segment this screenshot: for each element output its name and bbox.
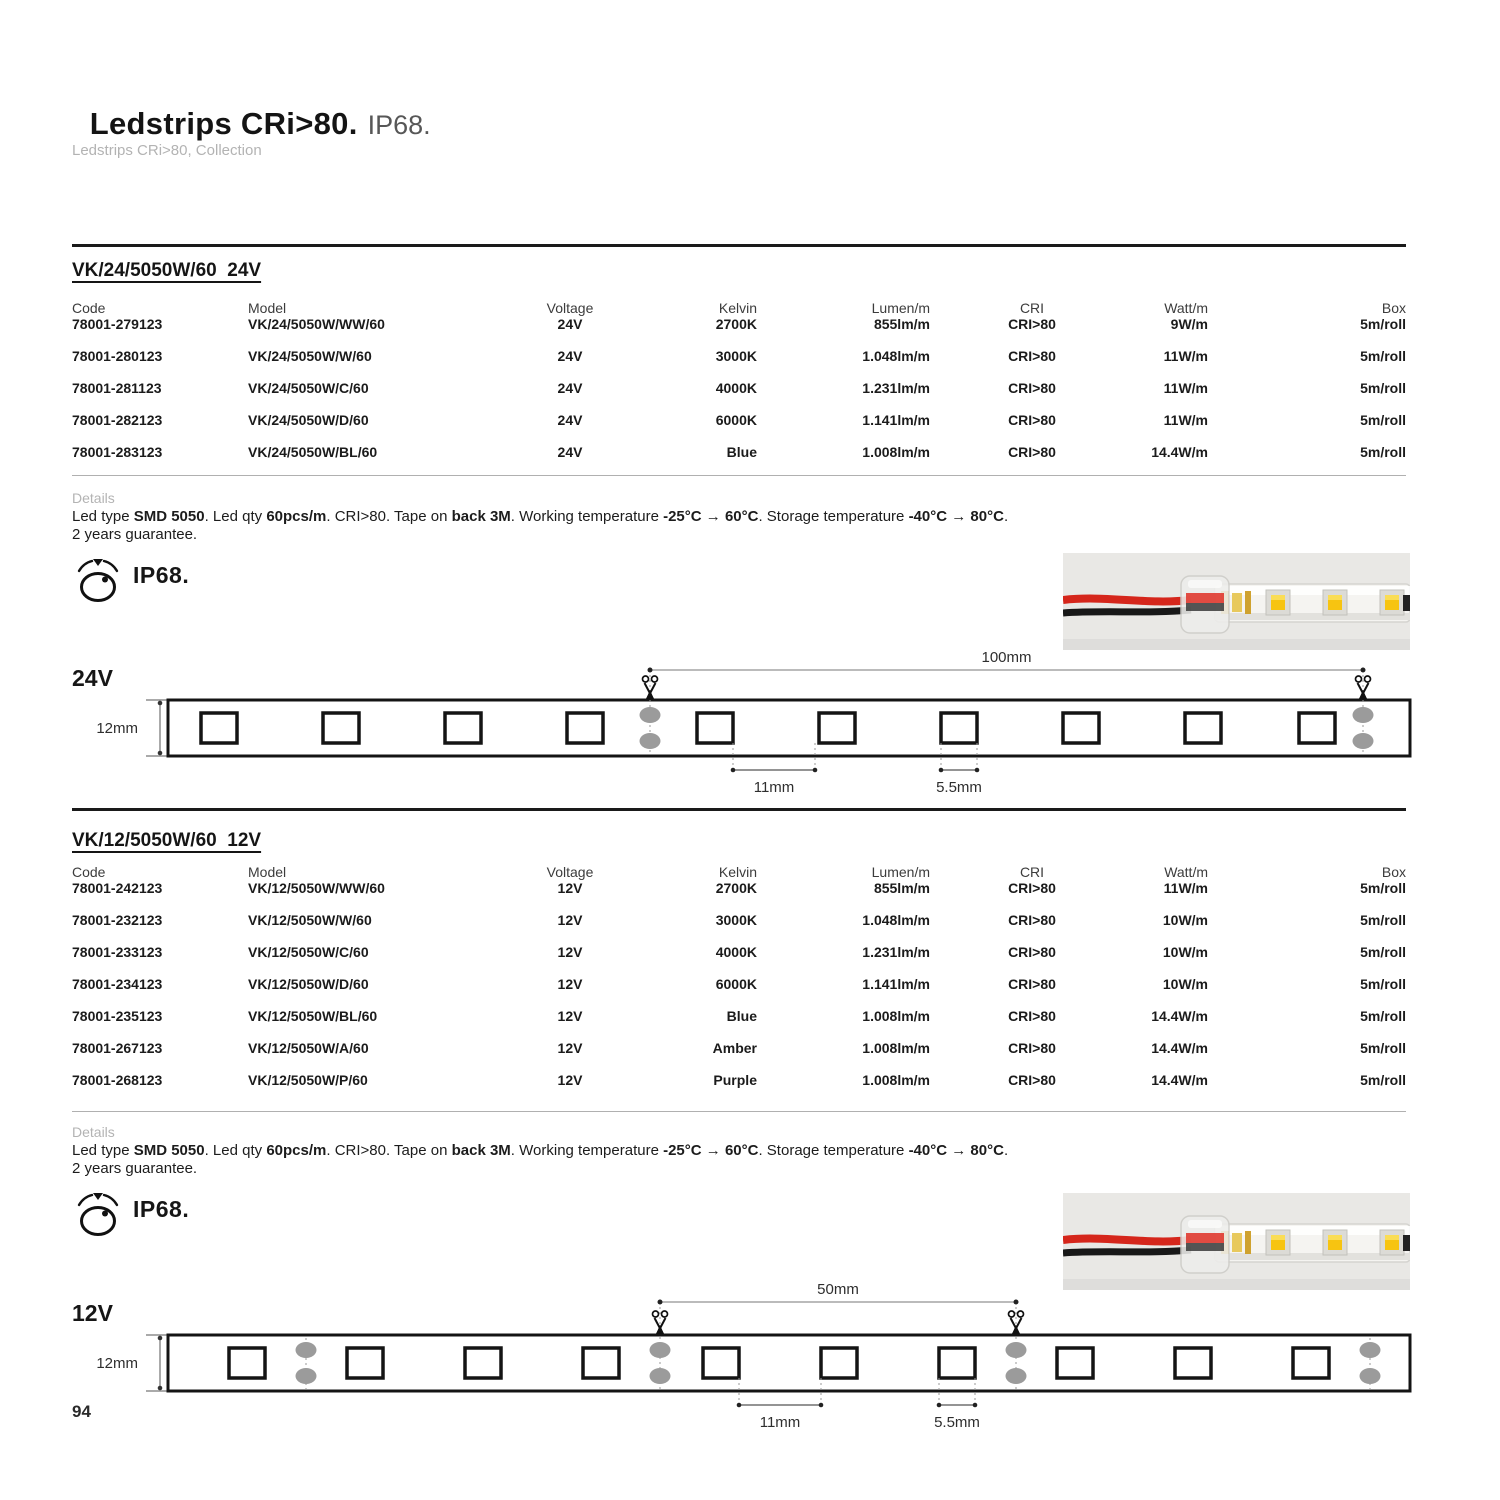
led-chip — [201, 713, 237, 743]
diagram-voltage-label: 24V — [72, 665, 113, 691]
table-cell: 12V — [557, 976, 583, 992]
led-chip — [1063, 713, 1099, 743]
table-cell: 6000K — [715, 976, 757, 992]
table-cell: 12V — [557, 912, 583, 928]
column-header: Model — [248, 864, 287, 880]
diagram-voltage-label: 12V — [72, 1300, 113, 1326]
details-label: Details — [72, 1124, 115, 1140]
product-table-12v — [72, 864, 1406, 1088]
table-cell: 78001-233123 — [72, 944, 163, 960]
ip68-waterproof-icon — [72, 1190, 124, 1238]
table-cell: 24V — [557, 380, 583, 396]
column-header: Kelvin — [718, 864, 757, 880]
solder-pad — [1006, 1368, 1027, 1384]
details-guarantee: 2 years guarantee. — [72, 1160, 198, 1177]
scissors-icon — [643, 676, 658, 699]
column-header: Lumen/m — [871, 864, 930, 880]
table-cell: CRI>80 — [1008, 444, 1056, 460]
table-cell: Blue — [726, 444, 757, 460]
table-cell: 855lm/m — [873, 880, 930, 896]
column-header: CRI — [1019, 864, 1045, 880]
table-cell: 1.008lm/m — [862, 1072, 930, 1088]
table-cell: 11W/m — [1163, 880, 1208, 896]
table-cell: Purple — [713, 1072, 757, 1088]
table-cell: CRI>80 — [1008, 1072, 1056, 1088]
table-row — [72, 1008, 1406, 1024]
column-header: CRI — [1019, 300, 1045, 316]
table-cell: 78001-235123 — [72, 1008, 163, 1024]
ledstrip-dimension-diagram-12v — [0, 1262, 1500, 1438]
column-header: Watt/m — [1164, 864, 1208, 880]
led-chip — [465, 1348, 501, 1378]
table-cell: 14.4W/m — [1151, 1072, 1208, 1088]
table-cell: 1.141lm/m — [862, 976, 930, 992]
table-cell: 855lm/m — [873, 316, 930, 332]
table-cell: 12V — [557, 1008, 583, 1024]
cut-spacing-label: 50mm — [817, 1281, 859, 1298]
table-cell: 14.4W/m — [1151, 1040, 1208, 1056]
led-chip — [1057, 1348, 1093, 1378]
led-chip — [941, 713, 977, 743]
details-text — [72, 508, 1272, 525]
table-cell: 12V — [557, 944, 583, 960]
details-guarantee: 2 years guarantee. — [72, 526, 198, 543]
details-plain-text: → — [947, 1142, 971, 1159]
led-gap-label: 11mm — [753, 779, 795, 796]
details-plain-text: Led type — [72, 508, 134, 525]
led-chip — [1293, 1348, 1329, 1378]
led-chip — [567, 713, 603, 743]
table-cell: VK/12/5050W/C/60 — [248, 944, 369, 960]
table-cell: 5m/roll — [1360, 1072, 1406, 1088]
column-header: Voltage — [546, 864, 594, 880]
title-main: Ledstrips CRi>80. — [89, 106, 358, 141]
table-cell: 11W/m — [1163, 412, 1208, 428]
table-cell: 1.048lm/m — [862, 348, 930, 364]
table-cell: VK/24/5050W/BL/60 — [248, 444, 378, 460]
table-cell: 10W/m — [1162, 944, 1208, 960]
details-bold-text: back 3M — [451, 508, 511, 525]
solder-pad — [640, 733, 661, 749]
details-bold-text: 60pcs/m — [266, 508, 327, 525]
table-cell: VK/24/5050W/W/60 — [248, 348, 372, 364]
table-cell: 78001-282123 — [72, 412, 163, 428]
ip68-label: IP68. — [133, 1196, 190, 1222]
table-cell: 24V — [557, 316, 583, 332]
table-cell: 5m/roll — [1360, 444, 1406, 460]
solder-pad — [1353, 707, 1374, 723]
table-cell: 78001-232123 — [72, 912, 163, 928]
table-row — [72, 1072, 1406, 1088]
table-cell: 24V — [557, 444, 583, 460]
details-plain-text: . — [1003, 1142, 1009, 1159]
details-plain-text: . Working temperature — [510, 1142, 664, 1159]
details-bold-text: -25°C — [663, 508, 702, 525]
details-plain-text: . CRI>80. Tape on — [326, 1142, 452, 1159]
led-chip — [229, 1348, 265, 1378]
details-bold-text: 80°C — [970, 508, 1004, 525]
table-cell: 78001-281123 — [72, 380, 162, 396]
table-row — [72, 880, 1406, 896]
led-chip — [445, 713, 481, 743]
table-cell: 5m/roll — [1360, 412, 1406, 428]
table-cell: 14.4W/m — [1151, 444, 1208, 460]
details-bold-text: SMD 5050 — [133, 508, 205, 525]
table-cell: VK/12/5050W/W/60 — [248, 912, 372, 928]
table-cell: 10W/m — [1162, 976, 1208, 992]
section-divider — [72, 244, 1406, 247]
led-chip — [1299, 713, 1335, 743]
page-subtitle: Ledstrips CRi>80, Collection — [72, 142, 262, 159]
table-cell: 11W/m — [1163, 380, 1208, 396]
column-header: Kelvin — [718, 300, 757, 316]
solder-pad — [296, 1342, 317, 1358]
column-header: Lumen/m — [871, 300, 930, 316]
table-cell: 12V — [557, 1072, 583, 1088]
table-cell: CRI>80 — [1008, 880, 1056, 896]
table-row — [72, 944, 1406, 960]
led-chip — [821, 1348, 857, 1378]
table-cell: 2700K — [715, 880, 757, 896]
table-cell: CRI>80 — [1008, 348, 1056, 364]
details-bold-text: back 3M — [451, 1142, 511, 1159]
table-cell: 5m/roll — [1360, 912, 1406, 928]
table-row — [72, 412, 1406, 428]
details-bold-text: 60°C — [724, 1142, 759, 1159]
table-cell: CRI>80 — [1008, 976, 1056, 992]
table-cell: Amber — [712, 1040, 757, 1056]
table-cell: 5m/roll — [1360, 1008, 1406, 1024]
table-cell: 12V — [557, 1040, 583, 1056]
column-header: Code — [72, 864, 106, 880]
led-chip — [697, 713, 733, 743]
solder-pad — [650, 1342, 671, 1358]
table-cell: 78001-242123 — [72, 880, 163, 896]
solder-pad — [640, 707, 661, 723]
solder-pad — [1360, 1342, 1381, 1358]
table-cell: 5m/roll — [1360, 316, 1406, 332]
page-number: 94 — [72, 1402, 91, 1421]
table-cell: 1.231lm/m — [862, 380, 930, 396]
red-wire — [1063, 1239, 1191, 1242]
table-cell: CRI>80 — [1008, 1040, 1056, 1056]
table-cell: 78001-283123 — [72, 444, 163, 460]
ip68-waterproof-icon — [72, 556, 124, 604]
cut-spacing-label: 100mm — [981, 649, 1032, 666]
table-cell: 4000K — [715, 380, 757, 396]
table-cell: 1.231lm/m — [862, 944, 930, 960]
table-cell: 24V — [557, 348, 583, 364]
table-cell: VK/12/5050W/D/60 — [248, 976, 369, 992]
table-cell: 2700K — [715, 316, 757, 332]
column-header: Watt/m — [1164, 300, 1208, 316]
led-size-label: 5.5mm — [936, 779, 982, 796]
scissors-icon — [1356, 676, 1371, 699]
details-plain-text: . Storage temperature — [758, 508, 909, 525]
solder-pad — [1353, 733, 1374, 749]
section-divider — [72, 808, 1406, 811]
details-plain-text: → — [701, 1142, 725, 1159]
table-cell: 5m/roll — [1360, 348, 1406, 364]
table-cell: VK/24/5050W/WW/60 — [248, 316, 385, 332]
table-row — [72, 348, 1406, 364]
table-cell: 10W/m — [1162, 912, 1208, 928]
details-plain-text: . — [1003, 508, 1009, 525]
table-cell: 78001-268123 — [72, 1072, 163, 1088]
table-cell: CRI>80 — [1008, 380, 1056, 396]
table-cell: VK/12/5050W/P/60 — [248, 1072, 368, 1088]
ip68-label: IP68. — [133, 562, 190, 588]
section-heading-12v: VK/12/5050W/60 12V — [72, 830, 262, 851]
led-size-label: 5.5mm — [934, 1414, 980, 1431]
black-wire — [1063, 1250, 1191, 1253]
table-cell: VK/12/5050W/A/60 — [248, 1040, 369, 1056]
table-cell: VK/24/5050W/D/60 — [248, 412, 369, 428]
solder-pad — [650, 1368, 671, 1384]
table-cell: VK/12/5050W/WW/60 — [248, 880, 385, 896]
table-cell: 5m/roll — [1360, 1040, 1406, 1056]
table-cell: CRI>80 — [1008, 316, 1056, 332]
table-cell: 3000K — [715, 348, 757, 364]
table-cell: 1.008lm/m — [862, 1040, 930, 1056]
table-cell: 1.141lm/m — [862, 412, 930, 428]
details-plain-text: → — [947, 508, 971, 525]
column-header: Box — [1381, 864, 1406, 880]
led-chip — [703, 1348, 739, 1378]
column-header: Box — [1381, 300, 1406, 316]
table-cell: 4000K — [715, 944, 757, 960]
details-divider — [72, 475, 1406, 476]
table-cell: 5m/roll — [1360, 380, 1406, 396]
table-cell: 1.008lm/m — [862, 1008, 930, 1024]
table-cell: 12V — [557, 880, 583, 896]
table-row — [72, 1040, 1406, 1056]
table-cell: VK/24/5050W/C/60 — [248, 380, 369, 396]
product-table-24v — [72, 300, 1406, 460]
table-cell: 5m/roll — [1360, 976, 1406, 992]
details-bold-text: 60°C — [724, 508, 759, 525]
led-chip — [939, 1348, 975, 1378]
ledstrip-dimension-diagram-24v — [0, 630, 1500, 802]
column-header: Model — [248, 300, 287, 316]
table-cell: 6000K — [715, 412, 757, 428]
section-heading-24v: VK/24/5050W/60 24V — [72, 260, 262, 281]
black-wire — [1063, 610, 1191, 613]
table-row — [72, 316, 1406, 332]
details-text — [72, 1142, 1272, 1159]
details-bold-text: -40°C — [908, 1142, 948, 1159]
red-wire — [1063, 599, 1191, 602]
table-cell: 5m/roll — [1360, 944, 1406, 960]
table-cell: 3000K — [715, 912, 757, 928]
led-gap-label: 11mm — [759, 1414, 801, 1431]
table-cell: 9W/m — [1170, 316, 1208, 332]
table-cell: 24V — [557, 412, 583, 428]
table-cell: 14.4W/m — [1151, 1008, 1208, 1024]
table-row — [72, 380, 1406, 396]
details-bold-text: -40°C — [908, 508, 948, 525]
table-header-row — [72, 300, 1406, 316]
column-header: Code — [72, 300, 106, 316]
table-header-row — [72, 864, 1406, 880]
table-cell: 11W/m — [1163, 348, 1208, 364]
led-chip — [323, 713, 359, 743]
led-chip — [583, 1348, 619, 1378]
details-plain-text: Led type — [72, 1142, 134, 1159]
solder-pad — [296, 1368, 317, 1384]
led-chip — [347, 1348, 383, 1378]
table-cell: 78001-279123 — [72, 316, 163, 332]
details-bold-text: -25°C — [663, 1142, 702, 1159]
details-bold-text: SMD 5050 — [133, 1142, 205, 1159]
table-row — [72, 444, 1406, 460]
details-plain-text: . Working temperature — [510, 508, 664, 525]
title-suffix: IP68. — [367, 110, 431, 140]
column-header: Voltage — [546, 300, 594, 316]
table-row — [72, 976, 1406, 992]
table-cell: CRI>80 — [1008, 944, 1056, 960]
led-chip — [1175, 1348, 1211, 1378]
table-cell: 1.008lm/m — [862, 444, 930, 460]
table-cell: 1.048lm/m — [862, 912, 930, 928]
details-plain-text: . CRI>80. Tape on — [326, 508, 452, 525]
table-cell: CRI>80 — [1008, 412, 1056, 428]
led-chip — [1185, 713, 1221, 743]
details-plain-text: . Storage temperature — [758, 1142, 909, 1159]
details-bold-text: 60pcs/m — [266, 1142, 327, 1159]
table-cell: 78001-267123 — [72, 1040, 163, 1056]
table-cell: 78001-280123 — [72, 348, 163, 364]
details-plain-text: → — [701, 508, 725, 525]
solder-pad — [1360, 1368, 1381, 1384]
table-cell: Blue — [726, 1008, 757, 1024]
details-plain-text: . Led qty — [204, 508, 267, 525]
details-bold-text: 80°C — [970, 1142, 1004, 1159]
details-plain-text: . Led qty — [204, 1142, 267, 1159]
table-cell: 5m/roll — [1360, 880, 1406, 896]
details-label: Details — [72, 490, 115, 506]
strip-height-label: 12mm — [96, 1355, 138, 1372]
table-cell: VK/12/5050W/BL/60 — [248, 1008, 378, 1024]
led-chip — [819, 713, 855, 743]
details-divider — [72, 1111, 1406, 1112]
table-cell: 78001-234123 — [72, 976, 163, 992]
table-cell: CRI>80 — [1008, 1008, 1056, 1024]
strip-height-label: 12mm — [96, 720, 138, 737]
solder-pad — [1006, 1342, 1027, 1358]
table-row — [72, 912, 1406, 928]
table-cell: CRI>80 — [1008, 912, 1056, 928]
